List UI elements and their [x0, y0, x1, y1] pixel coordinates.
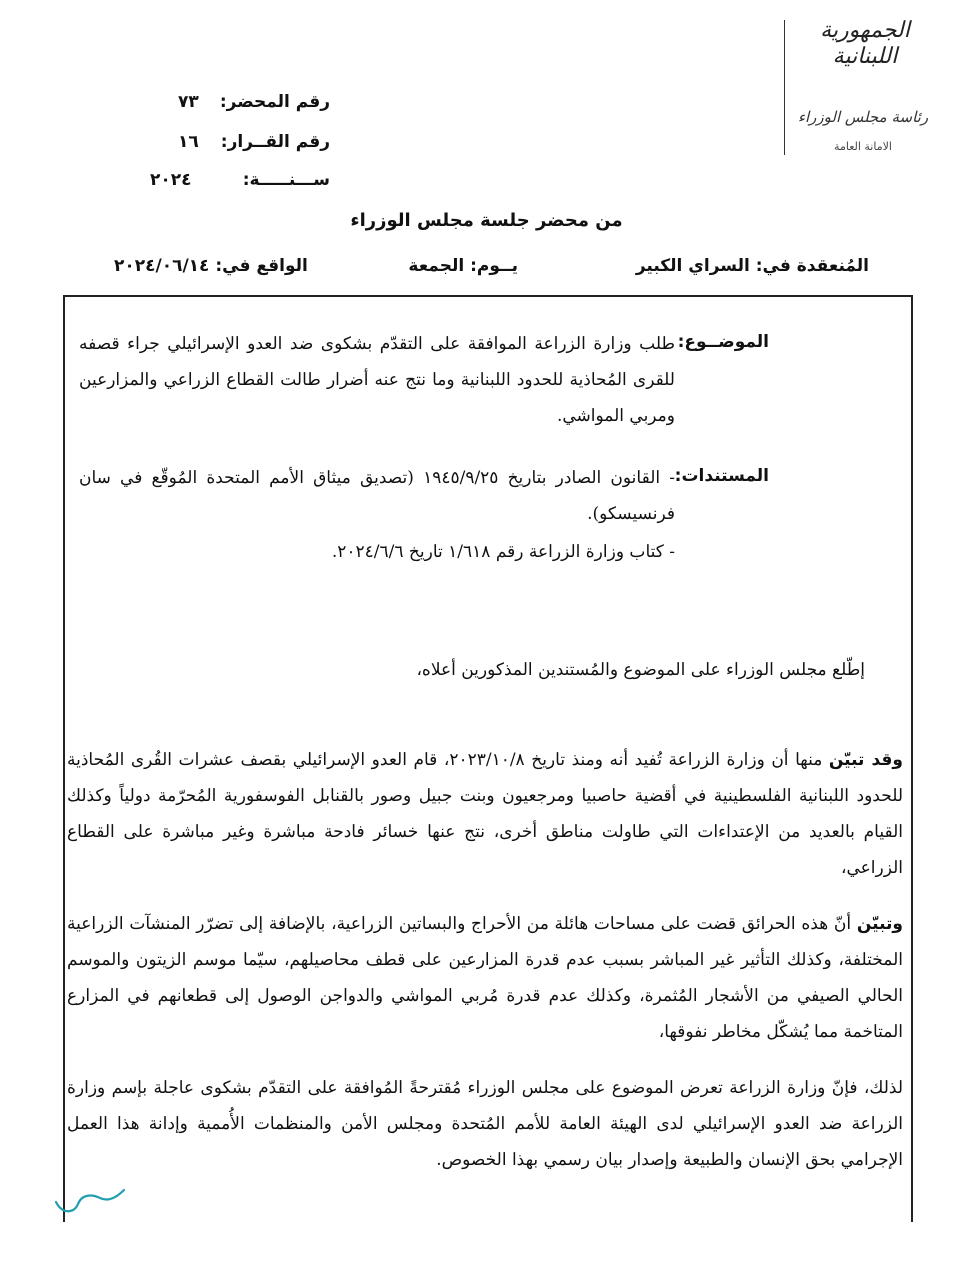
letterhead-republic-line1: الجمهورية [820, 18, 910, 43]
paragraph-finding-1-text: منها أن وزارة الزراعة تُفيد أنه ومنذ تاريخ ٢٠٢٣/١٠/٨، قام العدو الإسرائيلي بقصف عشرات القُرى المُحاذية للحدود اللبنانية الفلسطينية في أقضية حاصبيا ومرجعيون وبنت جبيل وصور بالقنابل الفوسفورية المُحرّمة دولياً وكذلك القيام بالعديد من الإعتداءات التي طاولت مناطق أخرى، نتج عنها خسائر فادحة مباشرة وغير مباشرة على القطاع الزراعي، [67, 750, 903, 878]
session-date-label: الواقع في: [215, 256, 308, 276]
session-day-value: الجمعة [408, 256, 465, 276]
subject-text: طلب وزارة الزراعة الموافقة على التقدّم بشكوى ضد العدو الإسرائيلي جراء قصفه للقرى المُحاذية للحدود اللبنانية وما نتج عنه أضرار طالت القطاع الزراعي والمزارعين ومربي المواشي. [79, 334, 675, 426]
meta-minutes-value: ٧٣ [178, 92, 199, 112]
document-heading: من محضر جلسة مجلس الوزراء [350, 210, 623, 231]
paragraph-finding-2-lead: وتبيّن [856, 914, 903, 934]
session-held-at-value: السراي الكبير [635, 256, 750, 276]
meta-decision-row [150, 132, 330, 156]
meta-year-value: ٢٠٢٤ [150, 170, 192, 190]
documents-item-2: - كتاب وزارة الزراعة رقم ١/٦١٨ تاريخ ٢٠٢٤/٦/٦. [331, 542, 675, 562]
paragraph-finding-2 [67, 906, 903, 1050]
paragraph-finding-2-text: أنّ هذه الحرائق قضت على مساحات هائلة من الأحراج والبساتين الزراعية، بالإضافة إلى تضرّر المنشآت الزراعية المختلفة، وكذلك التأثير غير المباشر بسبب عدم قدرة المزارعين على قطف محاصيلهم، سيّما موسم الزيتون والموسم الحالي الصيفي من الأشجار المُثمرة، وكذلك عدم قدرة مُربي المواشي والدواجن الوصول إلى قطعانهم في المزارع المتاخمة مما يُشكّل مخاطر نفوقها، [67, 914, 903, 1042]
session-date [114, 256, 308, 276]
meta-minutes-label: رقم المحضر: [219, 92, 330, 112]
meta-year-row [150, 170, 330, 194]
paragraph-finding-1 [67, 742, 903, 886]
documents-label: المستندات: [674, 466, 769, 486]
meta-decision-value: ١٦ [178, 132, 199, 152]
letterhead-republic-line2: اللبنانية [832, 44, 898, 69]
subject-label: الموضــوع: [677, 332, 769, 352]
session-day-label: يــوم: [470, 256, 518, 276]
signature-mark [48, 1180, 128, 1220]
letterhead-divider [784, 20, 785, 155]
session-date-value: ٢٠٢٤/٠٦/١٤ [114, 256, 210, 276]
meta-decision-label: رقم القــرار: [220, 132, 330, 152]
meta-year-label: ســـنـــــة: [242, 170, 330, 190]
letterhead-council-presidency: رئاسة مجلس الوزراء [797, 108, 929, 126]
meta-minutes-row [150, 92, 330, 116]
paragraph-acknowledgement: إطّلع مجلس الوزراء على الموضوع والمُستندين المذكورين أعلاه، [416, 660, 865, 680]
session-held-at-label: المُنعقدة في: [755, 256, 869, 276]
paragraph-proposal: لذلك، فإنّ وزارة الزراعة تعرض الموضوع على مجلس الوزراء مُقترحةً المُوافقة على التقدّم بشكوى عاجلة بإسم وزارة الزراعة ضد العدو الإسرائيلي لدى الهيئة العامة للأمم المُتحدة ومجلس الأمن والمنظمات الأُممية وإدانة هذا العمل الإجرامي بحق الإنسان والطبيعة وإصدار بيان رسمي بهذا الخصوص. [67, 1078, 903, 1170]
documents-item-1: - القانون الصادر بتاريخ ١٩٤٥/٩/٢٥ (تصديق ميثاق الأمم المتحدة المُوقّع في سان فرنسيسكو). [79, 468, 675, 524]
letterhead-republic [805, 18, 925, 70]
session-held-at [636, 256, 869, 276]
paragraph-finding-1-lead: وقد تبيّن [828, 750, 903, 770]
letterhead-general-secretariat: الامانة العامة [834, 140, 892, 153]
session-day [408, 256, 518, 276]
